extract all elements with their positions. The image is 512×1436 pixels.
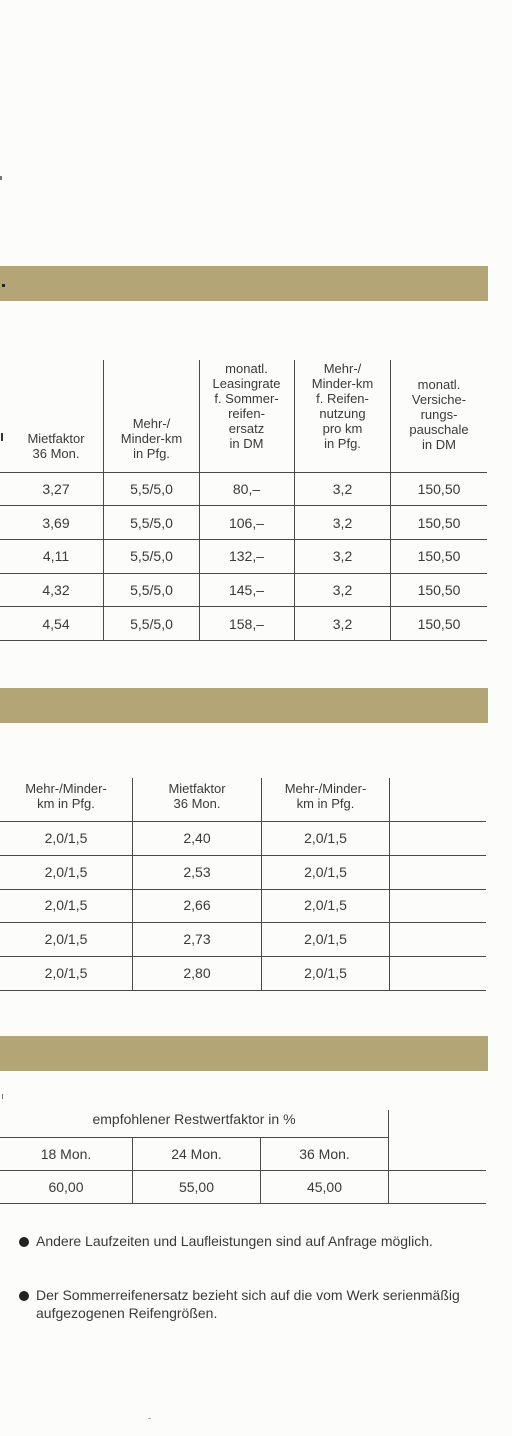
table-2-cell: 2,0/1,5 (304, 931, 347, 947)
header-18-mon: 18 Mon. (40, 1146, 92, 1162)
header-leasingrate-sommerreifen: monatl. Leasingrate f. Sommer- reifen- ersatz in DM (212, 361, 281, 451)
table-2-cell: 2,66 (183, 897, 211, 913)
column-divider (388, 1110, 389, 1203)
row-rule (0, 640, 487, 641)
section-band-1 (0, 266, 488, 301)
row-rule (0, 956, 486, 957)
table-1-cell: 3,2 (332, 582, 353, 598)
table-1-cell: 5,5/5,0 (130, 481, 173, 497)
table-1-cell: 4,32 (42, 582, 70, 598)
row-rule (0, 821, 486, 822)
header-24-mon: 24 Mon. (171, 1146, 222, 1162)
table-2-cell: 2,53 (183, 864, 211, 880)
row-rule (0, 505, 487, 506)
header-mietfaktor: Mietfaktor 36 Mon. (27, 431, 85, 461)
table-1-cell: 3,2 (332, 515, 353, 531)
table-2-cell: 2,0/1,5 (44, 897, 88, 913)
table-2-cell: 2,0/1,5 (304, 864, 347, 880)
table-1-cell: 150,50 (417, 548, 461, 564)
table-3-cell: 45,00 (306, 1179, 343, 1195)
bullet-icon (19, 1291, 29, 1301)
restwert-title: empfohlener Restwertfaktor in % (92, 1111, 296, 1127)
header-mietfaktor: Mietfaktor 36 Mon. (168, 781, 226, 811)
table-1-cell: 5,5/5,0 (130, 616, 173, 632)
table-3-cell: 55,00 (178, 1179, 215, 1195)
row-rule (0, 1170, 486, 1171)
table-1-cell: 5,5/5,0 (130, 582, 173, 598)
table-1-cell: 3,69 (42, 515, 70, 531)
table-2-cell: 2,0/1,5 (44, 830, 88, 846)
footer-mark (148, 1418, 151, 1419)
table-2-cell: 2,0/1,5 (44, 864, 88, 880)
table-1-cell: 150,50 (417, 515, 461, 531)
row-rule (0, 889, 486, 890)
table-2-cell: 2,0/1,5 (44, 965, 88, 981)
table-2-cell: 2,0/1,5 (44, 931, 88, 947)
row-rule (0, 1203, 486, 1204)
table-1-cell: 3,2 (332, 481, 353, 497)
table-1-cell: 145,– (228, 582, 265, 598)
table-1-cell: 3,2 (332, 616, 353, 632)
table-1-cell: 80,– (232, 481, 261, 497)
table-1-cell: 158,– (228, 616, 265, 632)
table-1-cell: 5,5/5,0 (130, 548, 173, 564)
table-1-cell: 4,54 (42, 616, 70, 632)
table-1-cell: 5,5/5,0 (130, 515, 173, 531)
header-mehr-minder-km: Mehr-/ Minder-km in Pfg. (120, 416, 183, 461)
bullet-icon (19, 1237, 29, 1247)
table-1-cell: 4,11 (42, 548, 70, 564)
edge-mark (2, 284, 5, 287)
table-1-cell: 150,50 (417, 582, 461, 598)
header-versicherungspauschale: monatl. Versiche- rungs- pauschale in DM (409, 377, 469, 452)
section-band-2 (0, 688, 488, 723)
table-1-cell: 150,50 (417, 481, 461, 497)
row-rule (0, 472, 487, 473)
row-rule (0, 855, 486, 856)
table-3-cell: 60,00 (48, 1179, 84, 1195)
table-1-cell: 3,2 (332, 548, 353, 564)
row-rule (0, 1137, 388, 1138)
header-mehr-minder-km: Mehr-/Minder- km in Pfg. (25, 781, 107, 811)
edge-mark (1, 433, 3, 441)
note-laufzeiten: Andere Laufzeiten und Laufleistungen sind auf Anfrage möglich. (36, 1233, 433, 1249)
row-rule (0, 606, 487, 607)
section-band-3 (0, 1036, 488, 1071)
edge-mark (2, 1094, 3, 1099)
row-rule (0, 573, 487, 574)
note-sommerreifenersatz: Der Sommerreifenersatz bezieht sich auf die vom Werk serienmäßig aufgezogenen Reifengrößen. (36, 1287, 460, 1321)
table-1-cell: 106,– (228, 515, 265, 531)
header-mehr-minder-km: Mehr-/Minder- km in Pfg. (284, 781, 367, 811)
table-2-cell: 2,0/1,5 (304, 830, 347, 846)
column-divider (389, 778, 390, 990)
table-1-cell: 132,– (228, 548, 265, 564)
header-36-mon: 36 Mon. (299, 1146, 350, 1162)
table-2-cell: 2,0/1,5 (304, 965, 347, 981)
table-1-cell: 150,50 (417, 616, 461, 632)
row-rule (0, 922, 486, 923)
row-rule (0, 539, 487, 540)
table-2-cell: 2,40 (183, 830, 211, 846)
table-2-cell: 2,73 (183, 931, 211, 947)
edge-mark (0, 176, 2, 180)
row-rule (0, 990, 486, 991)
table-2-cell: 2,80 (183, 965, 211, 981)
table-1-cell: 3,27 (42, 481, 70, 497)
table-2-cell: 2,0/1,5 (304, 897, 347, 913)
header-reifennutzung: Mehr-/ Minder-km f. Reifen- nutzung pro km in Pfg. (311, 361, 374, 451)
